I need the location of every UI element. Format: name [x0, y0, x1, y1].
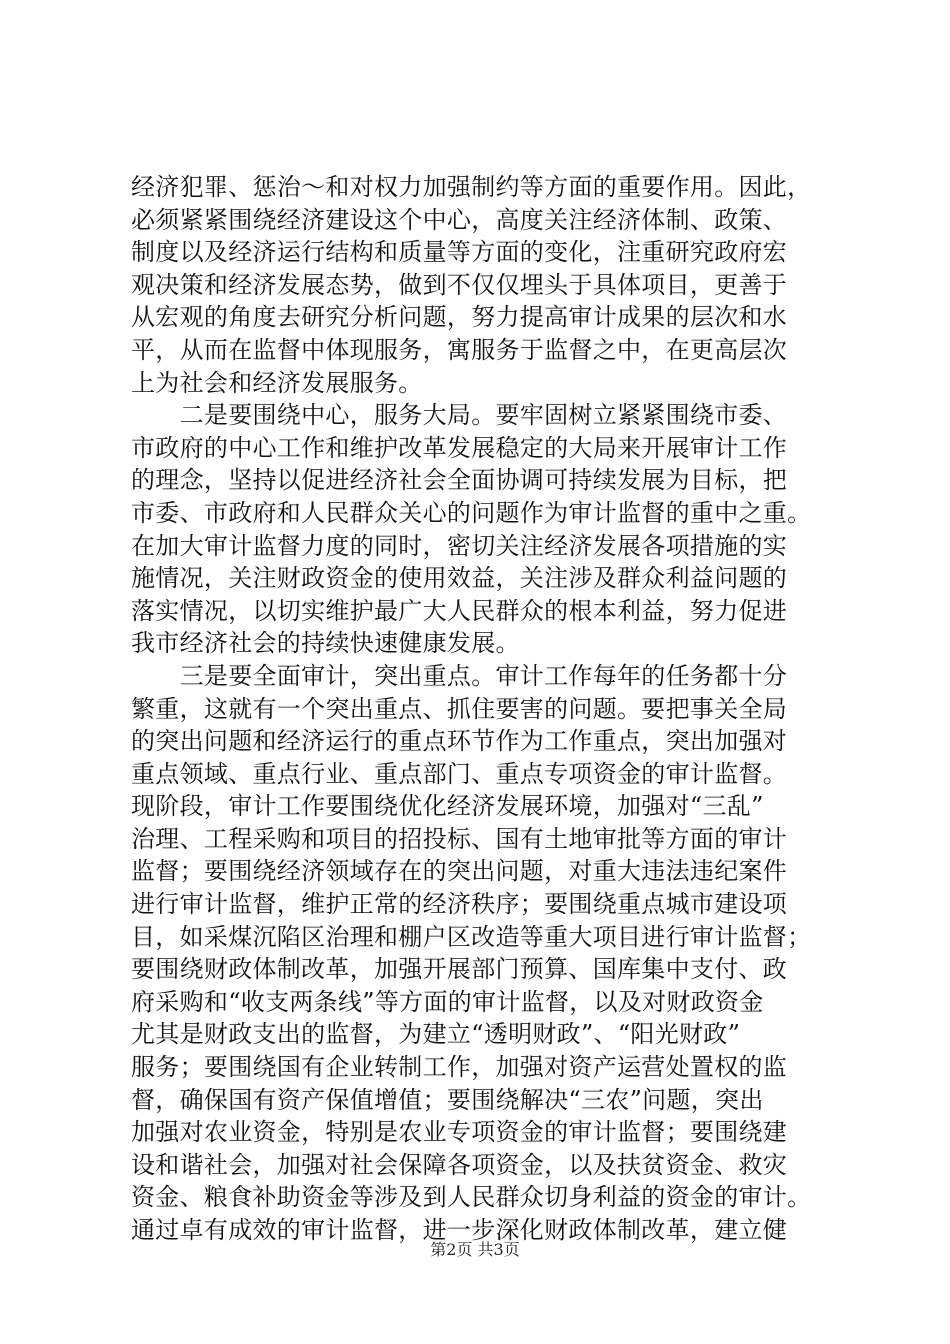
- text-line: 繁重，这就有一个突出重点、抓住要害的问题。要把事关全局: [131, 694, 788, 723]
- text-line: 市委、市政府和人民群众关心的问题作为审计监督的重中之重。: [131, 498, 812, 527]
- text-line: 进行审计监督，维护正常的经济秩序；要围绕重点城市建设项: [131, 890, 788, 919]
- body-text: [131, 171, 831, 1247]
- text-line: 服务；要围绕国有企业转制工作，加强对资产运营处置权的监: [131, 1053, 788, 1082]
- text-line: 目，如采煤沉陷区治理和棚户区改造等重大项目进行审计监督；: [131, 922, 812, 951]
- text-line: 我市经济社会的持续快速健康发展。: [131, 629, 520, 658]
- text-line: 监督；要围绕经济领域存在的突出问题，对重大违法违纪案件: [131, 857, 788, 886]
- text-line: 现阶段，审计工作要围绕优化经济发展环境，加强对“三乱”: [131, 792, 764, 821]
- text-line: 在加大审计监督力度的同时，密切关注经济发展各项措施的实: [131, 531, 788, 560]
- text-line: 设和谐社会，加强对社会保障各项资金，以及扶贫资金、救灾: [131, 1150, 788, 1179]
- text-line: 施情况，关注财政资金的使用效益，关注涉及群众利益问题的: [131, 564, 788, 593]
- text-line: 观决策和经济发展态势，做到不仅仅埋头于具体项目，更善于: [131, 270, 788, 299]
- text-line: 府采购和“收支两条线”等方面的审计监督，以及对财政资金: [131, 987, 764, 1016]
- text-line: 的突出问题和经济运行的重点环节作为工作重点，突出加强对: [131, 727, 788, 756]
- text-line: 平，从而在监督中体现服务，寓服务于监督之中，在更高层次: [131, 335, 788, 364]
- text-line: 重点领域、重点行业、重点部门、重点专项资金的审计监督。: [131, 759, 788, 788]
- text-line: 二是要围绕中心，服务大局。要牢固树立紧紧围绕市委、: [131, 401, 788, 430]
- text-line: 市政府的中心工作和维护改革发展稳定的大局来开展审计工作: [131, 433, 788, 462]
- text-line: 的理念，坚持以促进经济社会全面协调可持续发展为目标，把: [131, 466, 788, 495]
- text-line: 必须紧紧围绕经济建设这个中心，高度关注经济体制、政策、: [131, 205, 788, 234]
- text-line: 尤其是财政支出的监督，为建立“透明财政”、“阳光财政”: [131, 1020, 741, 1049]
- text-line: 上为社会和经济发展服务。: [131, 368, 423, 397]
- text-line: 督，确保国有资产保值增值；要围绕解决“三农”问题，突出: [131, 1085, 764, 1114]
- text-line: 加强对农业资金，特别是农业专项资金的审计监督；要围绕建: [131, 1118, 788, 1147]
- text-line: 制度以及经济运行结构和质量等方面的变化，注重研究政府宏: [131, 238, 788, 267]
- text-line: 落实情况，以切实维护最广大人民群众的根本利益，努力促进: [131, 596, 788, 625]
- text-line: 三是要全面审计，突出重点。审计工作每年的任务都十分: [131, 661, 788, 690]
- text-line: 要围绕财政体制改革，加强开展部门预算、国库集中支付、政: [131, 955, 788, 984]
- page-number-footer: 第2页 共3页: [430, 1240, 520, 1259]
- text-line: 经济犯罪、惩治～和对权力加强制约等方面的重要作用。因此，: [131, 173, 812, 201]
- text-line: 从宏观的角度去研究分析问题，努力提高审计成果的层次和水: [131, 303, 788, 332]
- text-line: 资金、粮食补助资金等涉及到人民群众切身利益的资金的审计。: [131, 1183, 812, 1212]
- text-line: 治理、工程采购和项目的招投标、国有土地审批等方面的审计: [131, 824, 788, 853]
- text-line: 通过卓有成效的审计监督，进一步深化财政体制改革，建立健: [131, 1216, 788, 1244]
